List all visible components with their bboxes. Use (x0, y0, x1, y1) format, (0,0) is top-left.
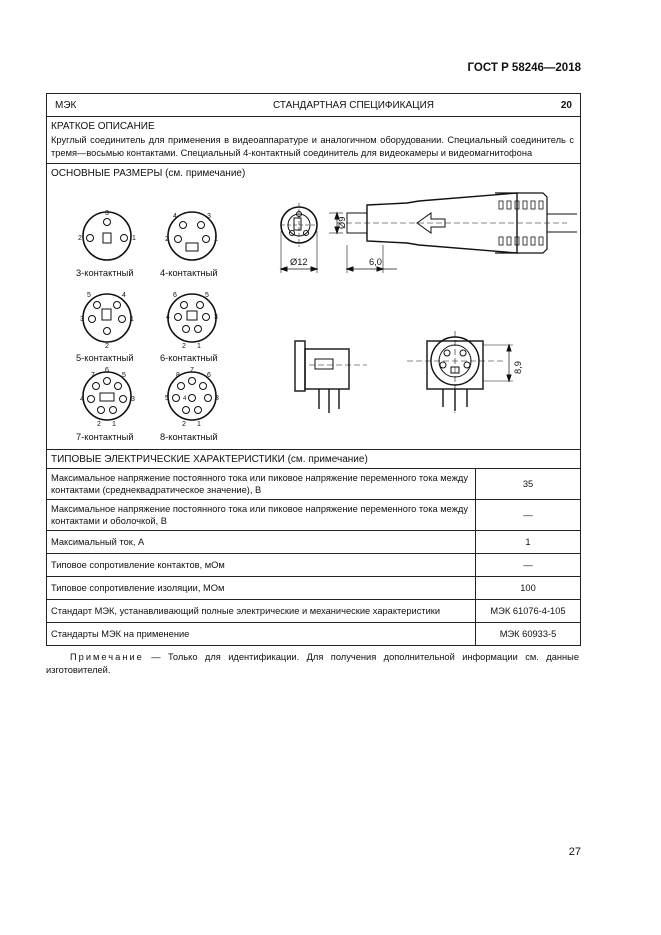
svg-text:5: 5 (122, 372, 126, 379)
svg-text:2: 2 (182, 343, 186, 350)
svg-text:3: 3 (80, 316, 84, 323)
svg-text:3: 3 (105, 210, 109, 217)
label-3-contact: 3-контактный (76, 268, 134, 278)
svg-text:7: 7 (190, 367, 194, 374)
table-row (47, 623, 580, 645)
table-row (47, 500, 580, 531)
svg-text:5: 5 (205, 292, 209, 299)
svg-text:2: 2 (97, 421, 101, 428)
row-value: 35 (522, 479, 534, 489)
standard-header: ГОСТ Р 58246—2018 (467, 62, 581, 74)
pinout-8-contact (160, 367, 219, 442)
dim-height-8-9: 8,9 (513, 361, 523, 374)
pinout-3-contact (76, 210, 136, 278)
socket-front-view (407, 331, 523, 413)
row-label: Стандарт МЭК, устанавливающий полные электрические и механические характеристики (47, 600, 476, 622)
pinout-5-contact (76, 292, 134, 363)
electrical-table (47, 469, 580, 645)
row-value: 1 (525, 537, 531, 547)
svg-text:2: 2 (105, 343, 109, 350)
svg-text:3: 3 (131, 396, 135, 403)
sheet-title: СТАНДАРТНАЯ СПЕЦИФИКАЦИЯ (273, 99, 434, 111)
note (46, 651, 579, 677)
svg-text:4: 4 (173, 213, 177, 220)
sheet-org: МЭК (55, 99, 77, 111)
table-row (47, 577, 580, 600)
page-number: 27 (568, 846, 581, 858)
row-value: 100 (520, 583, 536, 593)
summary-section (47, 117, 580, 164)
connector-drawings-svg (47, 181, 578, 449)
svg-text:1: 1 (130, 316, 134, 323)
svg-text:6: 6 (173, 292, 177, 299)
svg-text:2: 2 (182, 421, 186, 428)
summary-text: Круглый соединитель для применения в видеоаппаратуре и аналогичном оборудовании. Специальный соединитель с тремя—восьмью контактами. Специальный 4-контактный соединитель для видеокамеры и видеомагнитофона (51, 135, 574, 158)
label-5-contact: 5-контактный (76, 353, 134, 363)
dimensions-title: ОСНОВНЫЕ РАЗМЕРЫ (см. примечание) (51, 168, 246, 179)
specification-sheet (46, 93, 581, 646)
pinout-6-contact (160, 292, 218, 363)
svg-text:3: 3 (207, 213, 211, 220)
row-label: Стандарты МЭК на применение (47, 623, 476, 645)
row-label: Максимальное напряжение постоянного тока или пиковое напряжение переменного тока между контактами и оболочкой, В (47, 500, 476, 530)
table-row (47, 554, 580, 577)
summary-title: КРАТКОЕ ОПИСАНИЕ (51, 121, 155, 132)
note-label: Примечание (70, 652, 144, 662)
svg-text:4: 4 (122, 292, 126, 299)
electrical-title: ТИПОВЫЕ ЭЛЕКТРИЧЕСКИЕ ХАРАКТЕРИСТИКИ (см. примечание) (47, 450, 580, 469)
row-value: МЭК 61076-4-105 (490, 606, 566, 616)
svg-text:1: 1 (214, 236, 218, 243)
dim-diameter-9: Ø9 (337, 216, 347, 229)
svg-text:1: 1 (197, 421, 201, 428)
row-value: МЭК 60933-5 (499, 629, 557, 639)
svg-text:7: 7 (91, 372, 95, 379)
row-value: — (523, 510, 533, 520)
svg-text:5: 5 (165, 395, 169, 402)
svg-text:6: 6 (105, 367, 109, 374)
row-label: Максимальный ток, А (47, 531, 476, 553)
dimensions-section (47, 164, 580, 450)
plug-front-view (281, 203, 317, 273)
svg-text:3: 3 (214, 314, 218, 321)
note-text: — Только для идентификации. Для получения дополнительной информации см. данные изготовителей. (46, 652, 579, 675)
electrical-section (47, 450, 580, 645)
sheet-number: 20 (560, 99, 572, 111)
svg-text:2: 2 (78, 235, 82, 242)
svg-text:1: 1 (112, 421, 116, 428)
svg-text:1: 1 (197, 343, 201, 350)
svg-text:4: 4 (183, 396, 187, 402)
row-value: — (523, 560, 533, 570)
table-row (47, 469, 580, 500)
label-4-contact: 4-контактный (160, 268, 218, 278)
svg-text:2: 2 (165, 236, 169, 243)
socket-side-view (295, 341, 367, 413)
table-row (47, 531, 580, 554)
dim-diameter-12: Ø12 (290, 257, 308, 267)
label-8-contact: 8-контактный (160, 432, 218, 442)
svg-text:5: 5 (87, 292, 91, 299)
svg-text:3: 3 (215, 395, 219, 402)
dimensions-drawing (47, 181, 580, 449)
row-label: Максимальное напряжение постоянного тока или пиковое напряжение переменного тока между контактами (среднеквадратическое значение), В (47, 469, 476, 499)
pinout-4-contact (160, 212, 218, 278)
label-7-contact: 7-контактный (76, 432, 134, 442)
dim-length-6: 6,0 (369, 257, 382, 267)
table-row (47, 600, 580, 623)
svg-text:8: 8 (176, 372, 180, 379)
row-label: Типовое сопротивление контактов, мОм (47, 554, 476, 576)
row-label: Типовое сопротивление изоляции, МОм (47, 577, 476, 599)
svg-text:1: 1 (132, 235, 136, 242)
svg-text:4: 4 (80, 396, 84, 403)
plug-side-view (329, 193, 577, 273)
pinout-7-contact (76, 367, 135, 442)
svg-text:6: 6 (207, 372, 211, 379)
svg-text:4: 4 (166, 314, 170, 321)
sheet-title-row (47, 94, 580, 117)
label-6-contact: 6-контактный (160, 353, 218, 363)
